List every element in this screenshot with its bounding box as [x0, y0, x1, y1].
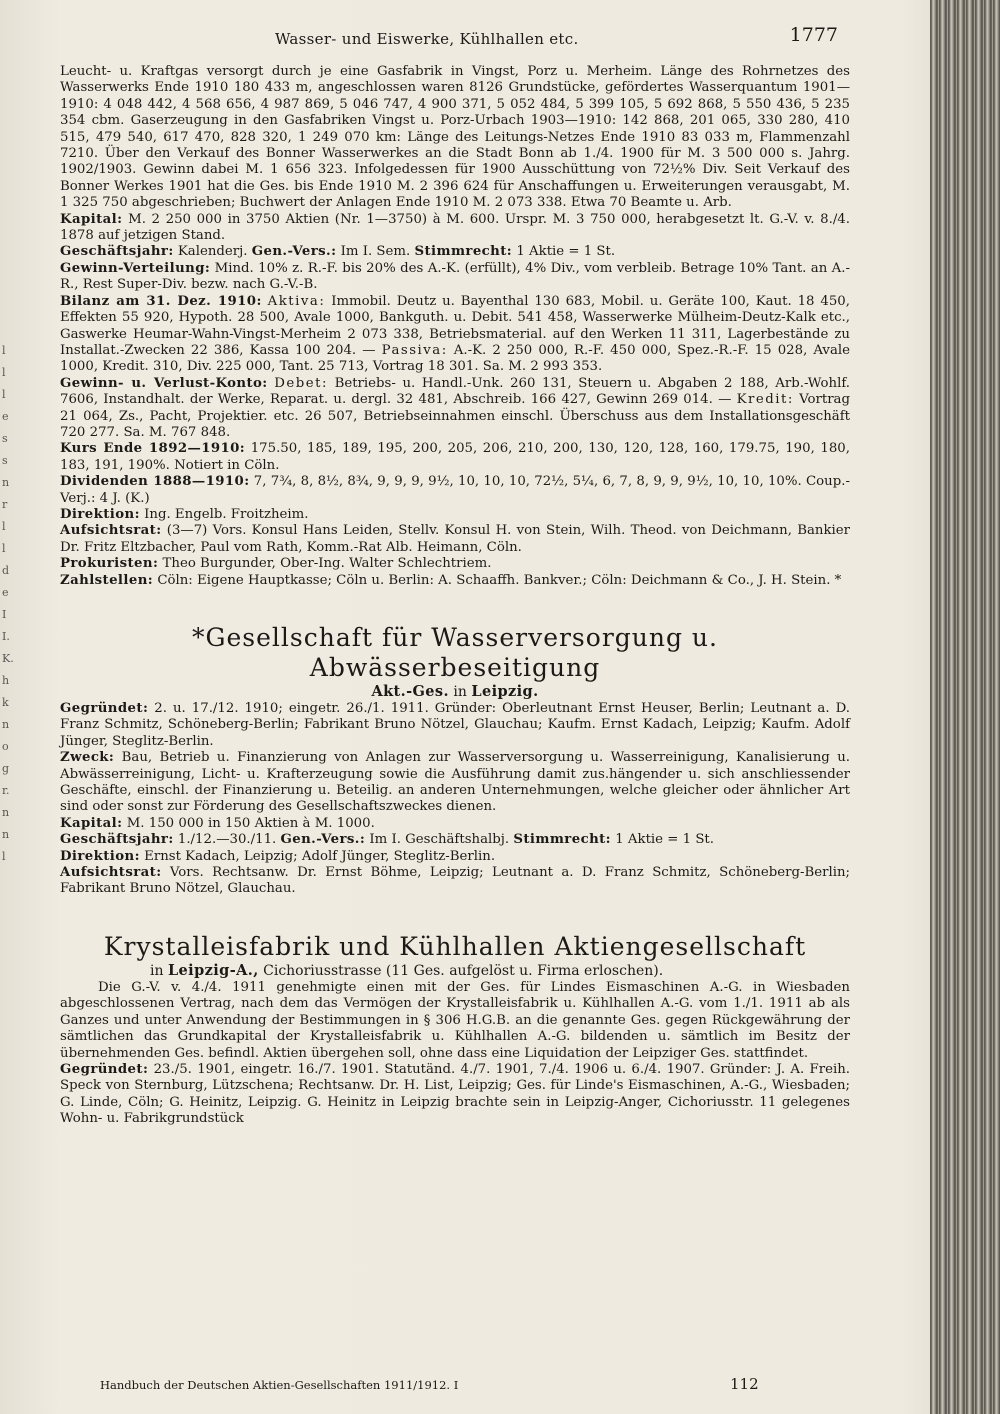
in-word: in: [150, 962, 164, 979]
entry1-kurs: [60, 441, 850, 474]
page-number: 1777: [789, 24, 838, 46]
label: Aktiva:: [267, 293, 326, 309]
label: Dividenden 1888—1910:: [60, 474, 250, 490]
label: Kapital:: [60, 815, 123, 831]
label: Bilanz am 31. Dez. 1910:: [60, 293, 262, 309]
entry3-paragraph: Die G.-V. v. 4./4. 1911 genehmigte einen mit der Ges. für Lindes Eismaschinen A.-G. in Wiesbaden abgeschlossenen Vertrag, nach dem das Vermögen der Krystalleisfabrik u. Kühlhallen A.-G. vom 1./1. 1911 ab als Ganzes und unter Anwendung der Bestimmungen in § 306 H.G.B. an die genannte Ges. gegen Rückgewährung der sämtlichen das Grundkapital der Krystalleisfabrik u. Kühlhallen A.-G. bildenden u. sämtlich im Besitz der übernehmenden Ges. befindl. Aktien übergehen soll, ohne dass eine Liquidation der Leipziger Ges. stattfindet.: [60, 979, 850, 1061]
label: Prokuristen:: [60, 556, 159, 572]
value: 1 Aktie = 1 St.: [615, 832, 715, 848]
value: Im I. Sem.: [340, 244, 411, 260]
label: Kredit:: [736, 392, 794, 408]
label: Kurs Ende 1892—1910:: [60, 441, 246, 457]
margin-mark: K.: [2, 652, 14, 665]
footer-number: 112: [730, 1375, 759, 1393]
margin-mark: d: [2, 564, 10, 577]
entry1-dividenden: [60, 474, 850, 507]
value: Kalenderj.: [177, 244, 248, 260]
margin-mark: l: [2, 850, 6, 863]
value: Mind. 10% z. R.-F. bis 20% des A.-K. (erfüllt), 4% Div., vom verbleib. Betrage 10% Tant. an A.-R., Rest Super-Div. bezw. nach G.-V.-B.: [60, 260, 850, 293]
value: Ing. Engelb. Froitzheim.: [144, 506, 309, 522]
entry2-geschaeftsjahr: [60, 832, 850, 848]
label: Debet:: [274, 375, 328, 391]
margin-mark: e: [2, 586, 9, 599]
value: M. 2 250 000 in 3750 Aktien (Nr. 1—3750) à M. 600. Urspr. M. 3 750 000, herabgesetzt lt. G.-V. v. 8./4. 1878 auf jetzigen Stand.: [60, 211, 850, 244]
value: Vortrag 21 064, Zs., Pacht, Projektier. etc. 26 507, Betriebseinnahmen einschl. Überschuss aus dem Installationsgeschäft 720 277. Sa. M. 767 848.: [60, 392, 850, 440]
entry1-prokuristen: [60, 556, 850, 572]
margin-mark: h: [2, 674, 10, 687]
label: Gen.-Vers.:: [280, 832, 366, 848]
label: Aufsichtsrat:: [60, 523, 162, 539]
margin-mark: l: [2, 366, 6, 379]
margin-mark: s: [2, 432, 8, 445]
entry1-zahlstellen: [60, 573, 850, 589]
value: 175.50, 185, 189, 195, 200, 205, 206, 210, 200, 130, 120, 128, 160, 179.75, 190, 180, 183, 191, 190%. Notiert in Cöln.: [60, 441, 850, 473]
in-word: in: [453, 684, 467, 700]
margin-mark: r.: [2, 784, 10, 797]
label: Direktion:: [60, 848, 140, 864]
value: 1 Aktie = 1 St.: [516, 244, 616, 260]
margin-mark: n: [2, 718, 10, 731]
value: M. 150 000 in 150 Aktien à M. 1000.: [126, 815, 375, 831]
value: 23./5. 1901, eingetr. 16./7. 1901. Statutänd. 4./7. 1901, 7./4. 1906 u. 6./4. 1907. Gründer: J. A. Freih. Speck von Sternburg, Lützschena; Rechtsanw. Dr. H. List, Leipzig; Ges. für Linde's Eismaschinen, A.-G., Wiesbaden; G. Linde, Cöln; G. Heinitz, Leipzig. G. Heinitz in Leipzig brachte sein in Leipzig-Anger, Cichoriusstr. 11 gelegenes Wohn- u. Fabrikgrundstück: [60, 1061, 850, 1127]
page-footer: [100, 1375, 800, 1393]
entry2-title: *Gesellschaft für Wasserversorgung u. Abwässerbeseitigung: [192, 623, 718, 682]
label: Geschäftsjahr:: [60, 244, 174, 260]
label: Stimmrecht:: [513, 832, 611, 848]
value: (3—7) Vors. Konsul Hans Leiden, Stellv. Konsul H. von Stein, Wilh. Theod. von Deichmann, Bankier Dr. Fritz Eltzbacher, Paul vom Rath, Komm.-Rat Alb. Heimann, Cöln.: [60, 523, 850, 555]
margin-mark: l: [2, 388, 6, 401]
entry1-aufsichtsrat: [60, 523, 850, 556]
entry3-title: Krystalleisfabrik und Kühlhallen Aktiengesellschaft: [103, 931, 807, 961]
entry1-gewinn-verteilung: [60, 261, 850, 294]
label: Zahlstellen:: [60, 572, 154, 588]
label: Gewinn- u. Verlust-Konto:: [60, 375, 268, 391]
margin-mark: l: [2, 542, 6, 555]
legal-form: Akt.-Ges.: [371, 683, 449, 700]
entry2-zweck: [60, 750, 850, 816]
margin-mark: l: [2, 520, 6, 533]
city: Leipzig-A.,: [167, 961, 259, 979]
label: Passiva:: [381, 342, 448, 358]
footer-title: Handbuch der Deutschen Aktien-Gesellschaften 1911/1912. I: [100, 1378, 459, 1392]
margin-mark: r: [2, 498, 8, 511]
margin-mark: k: [2, 696, 9, 709]
label: Kapital:: [60, 211, 123, 227]
entry2-kapital: [60, 816, 850, 832]
value: Cöln: Eigene Hauptkasse; Cöln u. Berlin: A. Schaaffh. Bankver.; Cöln: Deichmann & Co., J. H. Stein. *: [157, 572, 842, 588]
left-margin-gutter: [0, 0, 14, 1414]
adjacent-page-edge: [930, 0, 1000, 1414]
entry1-kapital: [60, 212, 850, 245]
label: Stimmrecht:: [414, 244, 513, 260]
entry3-gegruendet: [60, 1062, 850, 1128]
value: 1./12.—30./11.: [177, 832, 277, 848]
page-content: [60, 64, 850, 1128]
margin-mark: I.: [2, 630, 10, 643]
label: Geschäftsjahr:: [60, 832, 174, 848]
entry1-geschaeftsjahr: [60, 244, 850, 260]
margin-mark: n: [2, 476, 10, 489]
label: Gewinn-Verteilung:: [60, 260, 211, 276]
margin-mark: o: [2, 740, 9, 753]
label: Gen.-Vers.:: [251, 244, 337, 260]
entry2-direktion: [60, 849, 850, 865]
margin-mark: n: [2, 828, 10, 841]
margin-mark: l: [2, 344, 6, 357]
city: Leipzig.: [471, 683, 539, 700]
value: Bau, Betrieb u. Finanzierung von Anlagen zur Wasserversorgung u. Wasserreinigung, Kanalisierung u. Abwässerreinigung, Licht- u. Krafterzeugung sowie die Ausführung damit zus.hängender u. sich anschliessender Geschäfte, einschl. der Finanzierung u. Beteilig. an anderen Unternehmungen, welche gleicher oder ähnlicher Art sind oder sonst zur Förderung des Gesellschaftszweckes dienen.: [60, 750, 850, 815]
value: 2. u. 17./12. 1910; eingetr. 26./1. 1911. Gründer: Oberleutnant Ernst Heuser, Berlin; Leutnant a. D. Franz Schmitz, Schöneberg-Berlin; Fabrikant Bruno Nötzel, Glauchau; Kaufm. Ernst Kadach, Leipzig; Kaufm. Adolf Jünger, Steglitz-Berlin.: [60, 701, 850, 749]
entry1-gewinn-verlust: [60, 376, 850, 442]
value: Ernst Kadach, Leipzig; Adolf Jünger, Steglitz-Berlin.: [144, 848, 496, 864]
value: Im I. Geschäftshalbj.: [369, 832, 510, 848]
entry1-intro: Leucht- u. Kraftgas versorgt durch je eine Gasfabrik in Vingst, Porz u. Merheim. Länge des Rohrnetzes des Wasserwerks Ende 1910 180 433 m, angeschlossen waren 8126 Grundstücke, gefördertes Wasserquantum 1901—1910: 4 048 442, 4 568 656, 4 987 869, 5 046 747, 4 900 371, 5 052 484, 5 399 105, 5 692 868, 5 550 436, 5 235 354 cbm. Gaserzeugung in den Gasfabriken Vingst u. Porz-Urbach 1903—1910: 142 868, 201 065, 330 280, 410 515, 479 540, 617 470, 828 320, 1 249 070 km: Länge des Leitungs-Netzes Ende 1910 83 033 m, Flammenzahl 7210. Über den Verkauf des Bonner Wasserwerkes an die Stadt Bonn ab 1./4. 1900 für M. 3 500 000 s. Jahrg. 1902/1903. Gewinn dabei M. 1 656 323. Infolgedessen für 1900 Ausschüttung von 72½% Div. Seit Verkauf des Bonner Werkes 1901 hat die Ges. bis Ende 1910 M. 2 396 624 für Anschaffungen u. Erweiterungen verausgabt, M. 1 325 750 abgeschrieben; Buchwert der Anlagen Ende 1910 M. 2 073 338. Etwa 70 Beamte u. Arb.: [60, 64, 850, 211]
margin-mark: I: [2, 608, 7, 621]
value: Immobil. Deutz u. Bayenthal 130 683, Mobil. u. Geräte 100, Kaut. 18 450, Effekten 55 920, Hypoth. 28 500, Avale 1000, Bankguth. u. Debit. 541 458, Wasserwerke Mülheim-Deutz-Kalk etc., Gaswerke Heumar-Wahn-Vingst-Merheim 2 073 338, Betriebsmaterial. auf den Werken 11 311, Lagerbestände zu Installat.-Zwecken 22 386, Kassa 100 204. —: [60, 293, 850, 358]
label: Gegründet:: [60, 701, 149, 716]
value: Theo Burgunder, Ober-Ing. Walter Schlechtriem.: [162, 556, 492, 572]
running-title: Wasser- und Eiswerke, Kühlhallen etc.: [275, 30, 579, 48]
label: Aufsichtsrat:: [60, 865, 162, 881]
margin-mark: s: [2, 454, 8, 467]
margin-mark: n: [2, 806, 10, 819]
value: A.-K. 2 250 000, R.-F. 450 000, Spez.-R.-F. 15 028, Avale 1000, Kredit. 310, Div. 225 000, Tant. 25 713, Vortrag 18 301. Sa. M. 2 993 353.: [60, 342, 850, 375]
address: Cichoriusstrasse (11 Ges. aufgelöst u. Firma erloschen).: [263, 962, 664, 979]
margin-mark: e: [2, 410, 9, 423]
entry3-subtitle: [60, 962, 850, 980]
value: 7, 7¾, 8, 8½, 8¾, 9, 9, 9, 9½, 10, 10, 10, 72½, 5¼, 6, 7, 8, 9, 9, 9½, 10, 10, 10%. Coup.-Verj.: 4 J. (K.): [60, 474, 850, 506]
entry2-subtitle: [60, 683, 850, 701]
value: Vors. Rechtsanw. Dr. Ernst Böhme, Leipzig; Leutnant a. D. Franz Schmitz, Schöneberg-Berlin; Fabrikant Bruno Nötzel, Glauchau.: [60, 865, 850, 897]
entry1-bilanz: [60, 294, 850, 376]
entry1-direktion: [60, 507, 850, 523]
page-header: [60, 22, 850, 52]
entry2-gegruendet: [60, 701, 850, 750]
entry2-aufsichtsrat: [60, 865, 850, 898]
margin-mark: g: [2, 762, 10, 775]
label: Zweck:: [60, 750, 115, 766]
label: Direktion:: [60, 506, 140, 522]
label: Gegründet:: [60, 1061, 149, 1077]
value: Betriebs- u. Handl.-Unk. 260 131, Steuern u. Abgaben 2 188, Arb.-Wohlf. 7606, Instandhalt. der Werke, Reparat. u. dergl. 32 481, Abschreib. 166 427, Gewinn 269 014. —: [60, 375, 851, 408]
